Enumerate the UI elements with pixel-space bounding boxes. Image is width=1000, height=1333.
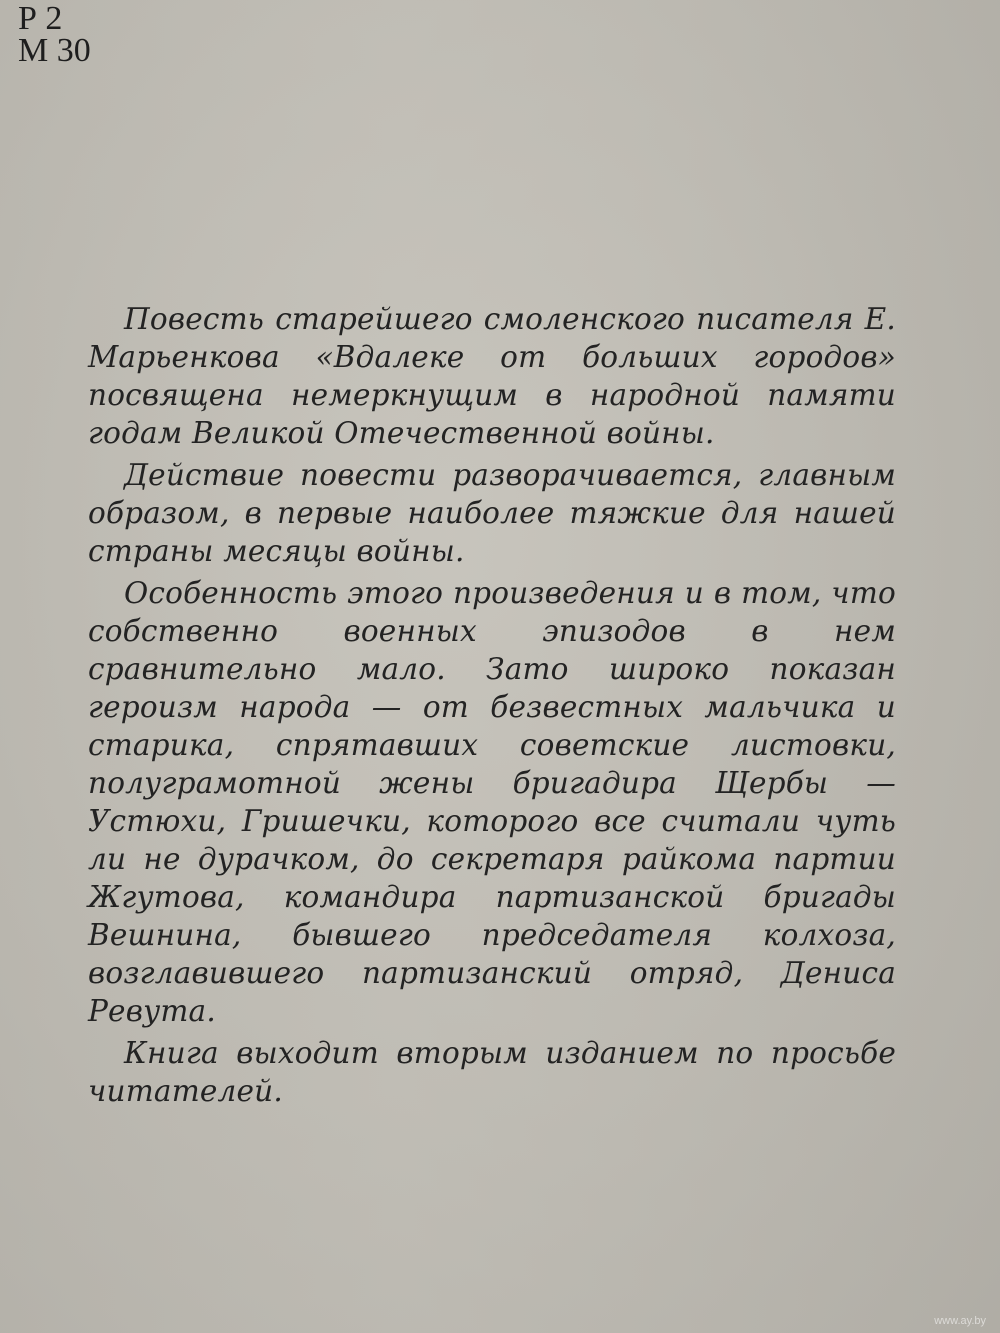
- watermark: www.ay.by: [934, 1315, 986, 1327]
- annotation-paragraph-4: Книга выходит вторым изданием по просьбе читателей.: [88, 1036, 896, 1108]
- annotation-paragraph-3: Особенность этого произведения и в том, что собственно военных эпизодов в нем сравнительно мало. Зато широко показан героизм народа — от безвестных мальчика и старика, спрятавших советские листовки, полуграмотной жены бригадира Щербы — Устюхи, Гришечки, которого все считали чуть ли не дурачком, до секретаря райкома партии Жгутова, командира партизанской бригады Вешнина, бывшего председателя колхоза, возглавившего партизанский отряд, Дениса Ревута.: [88, 576, 896, 1028]
- library-code-line1: Р 2: [18, 0, 63, 37]
- annotation-paragraph-2: Действие повести разворачивается, главным образом, в первые наиболее тяжкие для нашей страны месяцы войны.: [88, 458, 896, 568]
- annotation-text: [88, 300, 896, 1114]
- annotation-paragraph-1: Повесть старейшего смоленского писателя Е. Марьенкова «Вдалеке от больших городов» посвящена немеркнущим в народной памяти годам Великой Отечественной войны.: [88, 302, 896, 450]
- library-code-line2: М 30: [18, 32, 91, 69]
